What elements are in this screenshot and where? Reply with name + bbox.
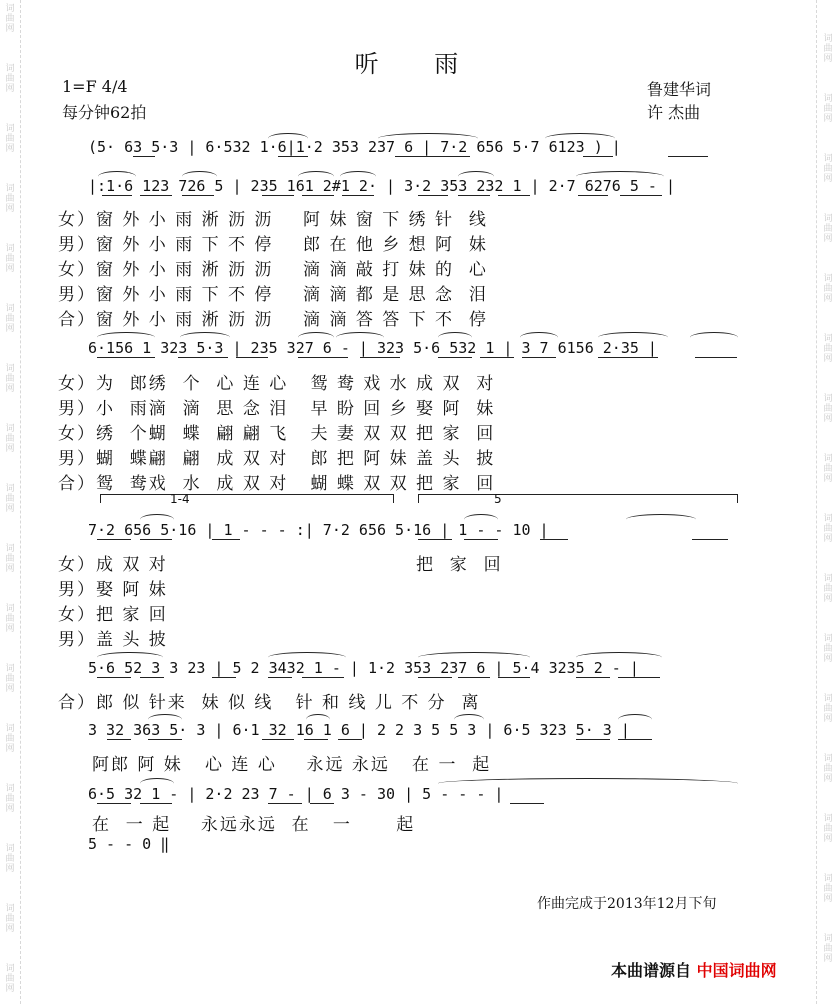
watermark: 词曲网	[823, 814, 833, 844]
watermark: 词曲网	[5, 64, 15, 94]
watermark: 词曲网	[823, 334, 833, 364]
watermark: 词曲网	[823, 514, 833, 544]
volta-label-1: 1-4	[170, 492, 190, 506]
lyric-line: 女）成 双 对	[58, 555, 168, 575]
lyric-line: 男）窗 外 小 雨 下 不 停 郎 在 他 乡 想 阿 妹	[58, 235, 488, 255]
watermark: 词曲网	[5, 364, 15, 394]
score-row-ending: 5 - - 0 ‖	[88, 835, 170, 853]
lyric-line: 女）为 郎绣 个 心 连 心 鸳 鸯 戏 水 成 双 对	[58, 374, 496, 394]
watermark: 词曲网	[823, 34, 833, 64]
watermark: 词曲网	[5, 244, 15, 274]
composition-date-note: 作曲完成于2013年12月下旬	[537, 896, 717, 912]
watermark: 词曲网	[5, 904, 15, 934]
watermark: 词曲网	[823, 154, 833, 184]
watermark: 词曲网	[823, 274, 833, 304]
lyric-line: 合）鸳 鸯戏 水 成 双 对 蝴 蝶 双 双 把 家 回	[58, 474, 496, 494]
lyric-line-chorus: 在 一 起 永远永远 在 一 起	[92, 815, 416, 835]
source-label: 本曲谱源自	[611, 961, 692, 980]
watermark: 词曲网	[5, 844, 15, 874]
watermark: 词曲网	[823, 934, 833, 964]
watermark: 词曲网	[5, 4, 15, 34]
watermark: 词曲网	[5, 664, 15, 694]
score-row: 6·156 1 323 5·3 | 235 327 6 - | 323 5·6 532 1 | 3 7 6156 2·35 |	[88, 339, 657, 357]
lyric-line: 男）盖 头 披	[58, 630, 168, 650]
volta-label-2: 5	[494, 492, 502, 506]
score-row-intro: (5· 63 5·3 | 6·532 1·6|1·2 353 237 6 | 7·2 656 5·7 6123 ) |	[88, 138, 621, 156]
watermark: 词曲网	[5, 604, 15, 634]
lyric-line: 女）绣 个蝴 蝶 翩 翩 飞 夫 妻 双 双 把 家 回	[58, 424, 496, 444]
watermark: 词曲网	[5, 484, 15, 514]
watermark: 词曲网	[5, 544, 15, 574]
lyric-line: 男）蝴 蝶翩 翩 成 双 对 郎 把 阿 妹 盖 头 披	[58, 449, 496, 469]
tempo-marking: 每分钟62拍	[62, 103, 147, 122]
source-site-name: 中国词曲网	[696, 961, 777, 980]
right-margin-strip	[816, 0, 837, 1004]
score-row: 3 32 363 5· 3 | 6·1 32 16 1 6 | 2 2 3 5 5 3 | 6·5 323 5· 3 |	[88, 721, 630, 739]
source-credit	[611, 958, 777, 981]
watermark: 词曲网	[823, 574, 833, 604]
lyric-line: 男）娶 阿 妹	[58, 580, 168, 600]
lyric-line: 女）窗 外 小 雨 淅 沥 沥 滴 滴 敲 打 妹 的 心	[58, 260, 488, 280]
song-title: 听 雨	[354, 50, 483, 78]
score-row: 7·2 656 5·16 | 1 - - - :| 7·2 656 5·16 | 1 - - 10 |	[88, 521, 549, 539]
watermark: 词曲网	[823, 874, 833, 904]
watermark: 词曲网	[823, 94, 833, 124]
lyric-line-chorus: 合）郎 似 针来 妹 似 线 针 和 线 儿 不 分 离	[58, 693, 481, 713]
lyric-line-chorus: 阿郎 阿 妹 心 连 心 永远 永远 在 一 起	[92, 755, 492, 775]
composer-credit: 许 杰曲	[647, 103, 701, 122]
watermark: 词曲网	[823, 694, 833, 724]
lyric-line: 把 家 回	[416, 555, 503, 575]
watermark: 词曲网	[823, 754, 833, 784]
lyric-line: 合）窗 外 小 雨 淅 沥 沥 滴 滴 答 答 下 不 停	[58, 310, 488, 330]
watermark: 词曲网	[5, 964, 15, 994]
watermark: 词曲网	[823, 634, 833, 664]
lyric-line: 女）窗 外 小 雨 淅 沥 沥 阿 妹 窗 下 绣 针 线	[58, 210, 488, 230]
watermark: 词曲网	[823, 394, 833, 424]
watermark: 词曲网	[5, 184, 15, 214]
lyricist-credit: 鲁建华词	[647, 80, 712, 99]
score-row-chorus: 5·6 52 3 3 23 | 5 2 3432 1 - | 1·2 353 237 6 | 5·4 3235 2 - |	[88, 659, 639, 677]
watermark: 词曲网	[5, 724, 15, 754]
lyric-line: 男）小 雨滴 滴 思 念 泪 早 盼 回 乡 娶 阿 妹	[58, 399, 496, 419]
watermark: 词曲网	[5, 124, 15, 154]
watermark: 词曲网	[5, 424, 15, 454]
volta-bracket-2	[418, 494, 738, 503]
score-row: 6·5 32 1 - | 2·2 23 7 - | 6 3 - 30 | 5 - - - |	[88, 785, 504, 803]
watermark: 词曲网	[5, 784, 15, 814]
lyric-line: 男）窗 外 小 雨 下 不 停 滴 滴 都 是 思 念 泪	[58, 285, 488, 305]
left-margin-strip	[0, 0, 21, 1004]
key-signature: 1=F 4/4	[62, 77, 128, 96]
score-row-verse: |:1·6 123 726 5 | 235 161 2#1 2· | 3·2 353 232 1 | 2·7 6276 5 - |	[88, 177, 675, 195]
watermark: 词曲网	[823, 214, 833, 244]
volta-bracket-1	[100, 494, 394, 503]
watermark: 词曲网	[823, 454, 833, 484]
lyric-line: 女）把 家 回	[58, 605, 168, 625]
watermark: 词曲网	[5, 304, 15, 334]
